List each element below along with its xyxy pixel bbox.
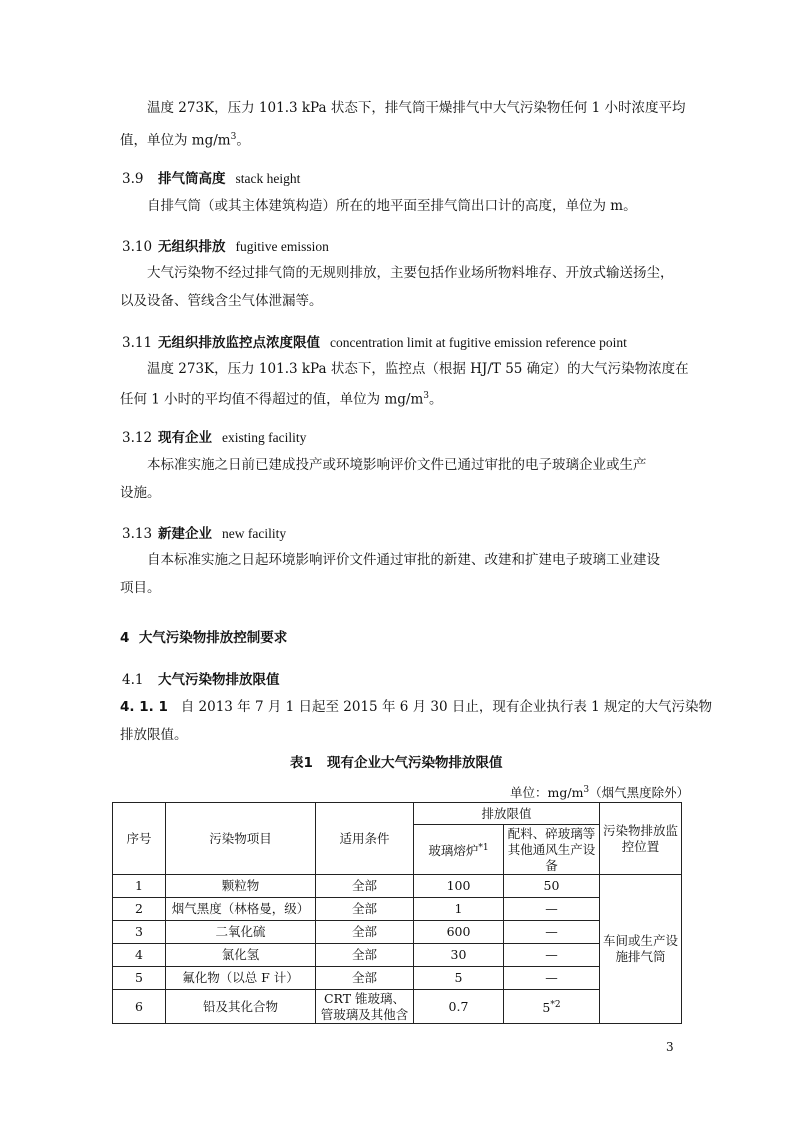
paragraph-line: 本标准实施之日前已建成投产或环境影响评价文件已通过审批的电子玻璃企业或生产 bbox=[147, 457, 647, 473]
cell-other: 5$^{*2}$ bbox=[504, 990, 600, 1024]
cell-condition: CRT 锥玻璃、管玻璃及其他含 bbox=[316, 990, 414, 1024]
paragraph-line: 温度 273K，压力 101.3 kPa 状态下，监控点（根据 HJ/T 55 确定）的大气污染物浓度在 bbox=[147, 361, 689, 377]
header-monitor: 污染物排放监控位置 bbox=[600, 803, 682, 875]
cell-no: 4 bbox=[113, 944, 166, 967]
table-row bbox=[113, 990, 682, 1024]
cell-furnace: 30 bbox=[414, 944, 504, 967]
page-number: 3 bbox=[666, 1040, 674, 1054]
cell-monitor-location: 车间或生产设施排气筒 bbox=[600, 875, 682, 1024]
paragraph-line: 任何 1 小时的平均值不得超过的值，单位为 $mg/m^3$。 bbox=[120, 391, 443, 408]
cell-item: 二氧化硫 bbox=[166, 921, 316, 944]
table-caption: 表1 现有企业大气污染物排放限值 bbox=[290, 755, 503, 771]
cell-no: 5 bbox=[113, 967, 166, 990]
cell-condition: 全部 bbox=[316, 875, 414, 898]
table-row bbox=[113, 921, 682, 944]
cell-no: 3 bbox=[113, 921, 166, 944]
cell-no: 2 bbox=[113, 898, 166, 921]
cell-condition: 全部 bbox=[316, 898, 414, 921]
cell-other: — bbox=[504, 944, 600, 967]
header-furnace: 玻璃熔炉$^{*1}$ bbox=[414, 825, 504, 875]
cell-item: 烟气黑度（林格曼，级） bbox=[166, 898, 316, 921]
cell-furnace: 1 bbox=[414, 898, 504, 921]
table-row bbox=[113, 898, 682, 921]
header-item: 污染物项目 bbox=[166, 803, 316, 875]
paragraph-line: 温度 273K，压力 101.3 kPa 状态下，排气筒干燥排气中大气污染物任何 1 小时浓度平均 bbox=[147, 100, 686, 116]
section-heading-3-11: 3.11 无组织排放监控点浓度限值 concentration limit at fugitive emission reference point bbox=[122, 335, 627, 351]
table-row bbox=[113, 875, 682, 898]
paragraph-line: 以及设备、管线含尘气体泄漏等。 bbox=[120, 293, 323, 309]
section-heading-4-1: 4.1 大气污染物排放限值 bbox=[122, 672, 280, 688]
cell-condition: 全部 bbox=[316, 944, 414, 967]
table-row bbox=[113, 944, 682, 967]
header-no: 序号 bbox=[113, 803, 166, 875]
cell-furnace: 100 bbox=[414, 875, 504, 898]
header-other: 配料、碎玻璃等其他通风生产设备 bbox=[504, 825, 600, 875]
section-heading-4: 4 大气污染物排放控制要求 bbox=[120, 630, 288, 646]
section-heading-3-12: 3.12 现有企业 existing facility bbox=[122, 430, 307, 446]
header-limit: 排放限值 bbox=[414, 803, 600, 825]
header-condition: 适用条件 bbox=[316, 803, 414, 875]
cell-condition: 全部 bbox=[316, 921, 414, 944]
cell-item: 氯化氢 bbox=[166, 944, 316, 967]
paragraph-line: 值，单位为 $mg/m^3$。 bbox=[120, 132, 250, 149]
table-header-row bbox=[113, 803, 682, 825]
cell-other: — bbox=[504, 921, 600, 944]
cell-item: 颗粒物 bbox=[166, 875, 316, 898]
paragraph-line: 自本标准实施之日起环境影响评价文件通过审批的新建、改建和扩建电子玻璃工业建设 bbox=[147, 552, 660, 568]
cell-furnace: 5 bbox=[414, 967, 504, 990]
paragraph-line: 排放限值。 bbox=[120, 727, 188, 743]
cell-item: 铅及其化合物 bbox=[166, 990, 316, 1024]
cell-furnace: 0.7 bbox=[414, 990, 504, 1024]
paragraph-line: 设施。 bbox=[120, 485, 161, 501]
cell-item: 氟化物（以总 F 计） bbox=[166, 967, 316, 990]
cell-furnace: 600 bbox=[414, 921, 504, 944]
table-row bbox=[113, 967, 682, 990]
emission-limit-table bbox=[112, 802, 682, 1024]
cell-no: 1 bbox=[113, 875, 166, 898]
paragraph-line: 大气污染物不经过排气筒的无规则排放，主要包括作业场所物料堆存、开放式输送扬尘， bbox=[147, 265, 674, 281]
table-unit: 单位：$mg/m^3$（烟气黑度除外） bbox=[510, 785, 690, 801]
cell-other: 50 bbox=[504, 875, 600, 898]
section-heading-3-13: 3.13 新建企业 new facility bbox=[122, 526, 287, 542]
section-heading-3-10: 3.10 无组织排放 fugitive emission bbox=[122, 239, 329, 255]
cell-other: — bbox=[504, 898, 600, 921]
cell-no: 6 bbox=[113, 990, 166, 1024]
cell-other: — bbox=[504, 967, 600, 990]
cell-condition: 全部 bbox=[316, 967, 414, 990]
section-heading-3-9: 3.9 排气筒高度 stack height bbox=[122, 171, 301, 187]
paragraph-line: 自排气筒（或其主体建筑构造）所在的地平面至排气筒出口计的高度，单位为 m。 bbox=[147, 198, 637, 214]
clause-4-1-1: 4. 1. 1 自 2013 年 7 月 1 日起至 2015 年 6 月 30 日止，现有企业执行表 1 规定的大气污染物 bbox=[120, 699, 713, 715]
paragraph-line: 项目。 bbox=[120, 580, 161, 596]
